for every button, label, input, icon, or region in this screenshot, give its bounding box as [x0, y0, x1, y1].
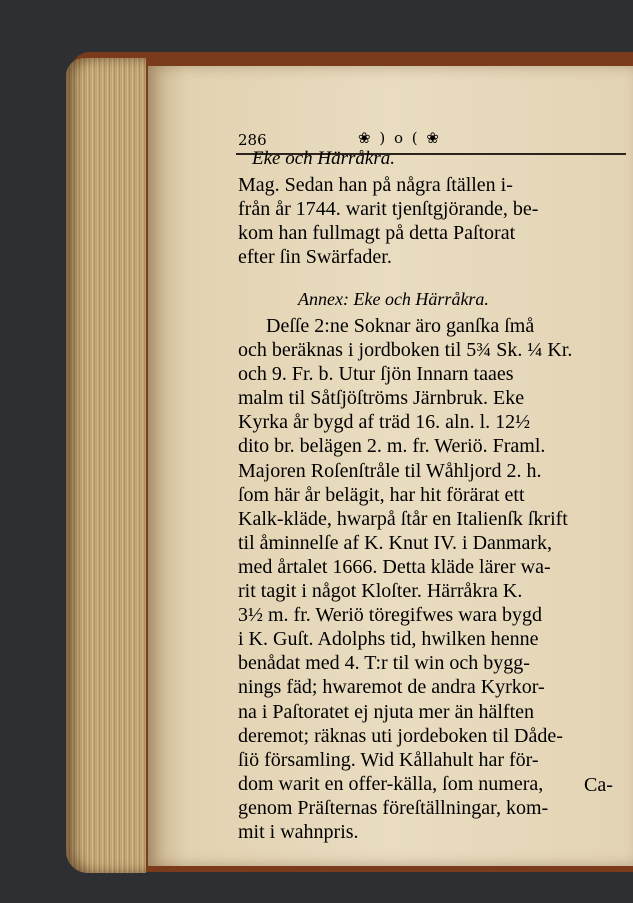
annex-line: Kalk-kläde, hwarpå ſtår en Italienſk ſkrift — [238, 507, 568, 530]
annex-line: dom warit en offer-källa, ſom numera, — [238, 772, 544, 795]
annex-line: Deſſe 2:ne Soknar äro ganſka ſmå — [266, 315, 535, 337]
annex-text — [238, 314, 623, 844]
body-line: Mag. Sedan han på några ſtällen i- — [238, 174, 513, 196]
section-title: Eke och Härråkra. — [252, 148, 395, 169]
annex-line: 3½ m. fr. Weriö töregifwes wara bygd — [238, 604, 543, 627]
annex-line: och 9. Fr. b. Utur ſjön Innarn taaes — [238, 363, 514, 386]
annex-line: genom Präſternas föreſtällningar, kom- — [238, 796, 549, 819]
annex-line: och beräknas i jordboken til 5¾ Sk. ¼ Kr. — [238, 339, 573, 362]
body-line: från år 1744. warit tjenſtgjörande, be- — [238, 198, 539, 220]
annex-line: malm til Såtſjöſtröms Järnbruk. Eke — [238, 387, 525, 410]
annex-title: Annex: Eke och Härråkra. — [298, 289, 489, 309]
annex-line: ſom här år belägit, har hit förärat ett — [238, 483, 525, 506]
body-line: kom han fullmagt på detta Paſtorat — [238, 222, 516, 244]
annex-line: til åminnelſe af K. Knut IV. i Danmark, — [238, 531, 553, 554]
header-ornament: ❀ ) o ( ❀ — [358, 129, 441, 147]
annex-line: na i Paſtoratet ej njuta mer än hälften — [238, 700, 534, 723]
annex-line: mit i wahnpris. — [238, 820, 359, 843]
annex-line: med årtalet 1666. Detta kläde lärer wa- — [238, 555, 551, 578]
annex-line: rit tagit i något Kloſter. Härråkra K. — [238, 580, 523, 603]
catchword: Ca- — [584, 774, 613, 796]
annex-line: deremot; räknas uti jordeboken til Dåde- — [238, 724, 563, 747]
book-page-edges — [66, 58, 146, 873]
annex-line: ſiö församling. Wid Kållahult har för- — [238, 748, 539, 771]
annex-line: Majoren Roſenſtråle til Wåhljord 2. h. — [238, 459, 542, 482]
annex-line: dito br. belägen 2. m. fr. Weriö. Framl. — [238, 435, 546, 458]
annex-line: i K. Guſt. Adolphs tid, hwilken henne — [238, 628, 539, 651]
annex-line: Kyrka år bygd af träd 16. aln. l. 12½ — [238, 411, 531, 434]
body-line: efter ſin Swärfader. — [238, 246, 392, 268]
annex-line: benådat med 4. T:r til win och bygg- — [238, 652, 530, 675]
annex-line: nings fäd; hwaremot de andra Kyrkor- — [238, 676, 545, 699]
body-text — [238, 173, 618, 269]
page-number: 286 — [238, 131, 267, 149]
